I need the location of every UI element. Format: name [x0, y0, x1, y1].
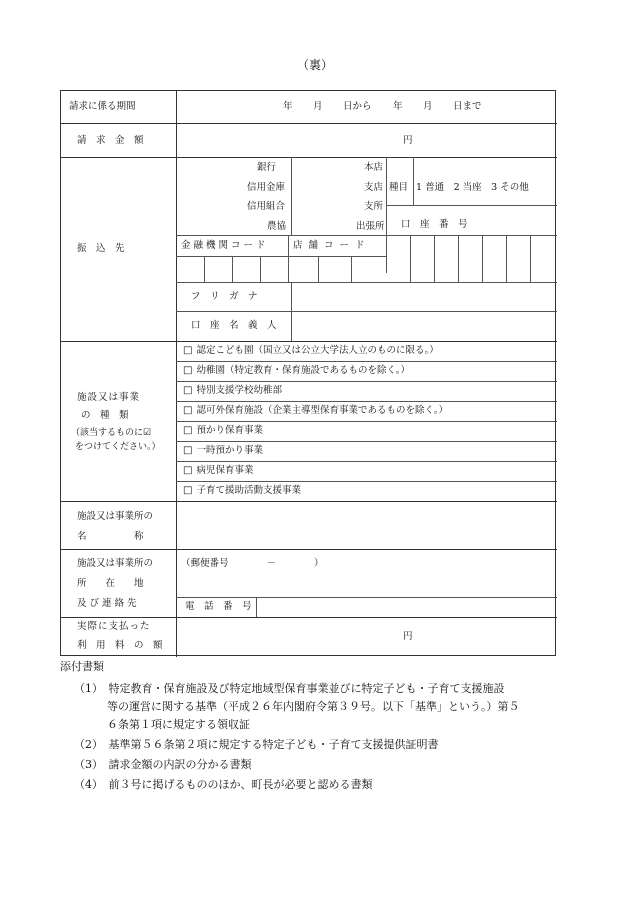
- account-kind-label: 種目: [389, 182, 409, 193]
- attachment-item: （2） 基準第５６条第２項に規定する特定子ども・子育て支援提供証明書: [74, 738, 439, 751]
- attachment-item: （4） 前３号に掲げるもののほか、町長が必要と認める書類: [74, 778, 373, 791]
- facility-option-7[interactable]: □ 病児保育事業: [183, 465, 254, 476]
- checkbox-icon[interactable]: □: [183, 485, 193, 496]
- branch-type-branch: 支店: [364, 182, 384, 193]
- postal-code-field[interactable]: （郵便番号 － ）: [181, 558, 324, 569]
- facility-option-8[interactable]: □ 子育て援助活動支援事業: [183, 485, 301, 496]
- facility-address-label-1: 施設又は事業所の: [77, 558, 154, 569]
- facility-name-label-2: 名 称: [77, 531, 144, 542]
- branch-type-sub: 支所: [364, 201, 384, 212]
- facility-option-5[interactable]: □ 預かり保育事業: [183, 425, 263, 436]
- period-year-to: 年: [393, 101, 403, 112]
- checkbox-icon[interactable]: □: [183, 345, 193, 356]
- page-title: （裏）: [296, 58, 333, 72]
- attachment-item: （1） 特定教育・保育施設及び特定地域型保育事業並びに特定子ども・子育て支援施設: [74, 682, 505, 695]
- facility-option-3[interactable]: □ 特別支援学校幼稚部: [183, 385, 282, 396]
- checkbox-icon[interactable]: □: [183, 405, 193, 416]
- facility-option-2[interactable]: □ 幼稚園（特定教育・保育施設であるものを除く。）: [183, 365, 411, 376]
- bank-code-label: 金融機関コード: [181, 240, 269, 251]
- account-kinds: 1 普通 2 当座 3 その他: [416, 182, 529, 193]
- facility-type-label-2: の 種 類: [81, 410, 129, 421]
- facility-name-label-1: 施設又は事業所の: [77, 511, 154, 522]
- amount-unit: 円: [403, 135, 413, 146]
- facility-address-label-3: 及 び 連 絡 先: [77, 598, 137, 609]
- bank-type-nokyo: 農協: [267, 221, 287, 232]
- facility-option-1[interactable]: □ 認定こども園（国立又は公立大学法人立のものに限る。）: [183, 345, 439, 356]
- account-number-label: 口 座 番 号: [401, 219, 468, 230]
- period-month-from: 月: [313, 101, 323, 112]
- branch-code-label: 店舗コード: [293, 240, 371, 251]
- attachment-item: 等の運営に関する基準（平成２６年内閣府令第３９号。以下「基準」という。）第５: [74, 700, 520, 713]
- actual-paid-label-2: 利 用 料 の 額: [77, 640, 163, 651]
- period-month-to: 月: [423, 101, 433, 112]
- period-label: 請求に係る期間: [69, 101, 136, 112]
- period-day-from: 日から: [343, 101, 372, 112]
- facility-type-label-1: 施設又は事業: [77, 392, 141, 403]
- facility-address-label-2: 所 在 地: [77, 578, 144, 589]
- transfer-label: 振 込 先: [77, 243, 125, 254]
- attachment-item: ６条第１項に規定する領収証: [74, 718, 250, 731]
- facility-type-note-2: をつけてください。）: [75, 442, 161, 452]
- attachment-item: （3） 請求金額の内訳の分かる書類: [74, 758, 252, 771]
- attachments-title: 添付書類: [60, 660, 104, 673]
- actual-paid-unit: 円: [403, 631, 413, 642]
- checkbox-icon[interactable]: □: [183, 445, 193, 456]
- bank-type-kumiai: 信用組合: [247, 201, 286, 212]
- checkbox-icon[interactable]: □: [183, 425, 193, 436]
- account-holder-label: 口 座 名 義 人: [191, 320, 277, 331]
- bank-type-shinkin: 信用金庫: [247, 182, 286, 193]
- facility-type-note-1: （該当するものに☑: [71, 428, 152, 438]
- facility-option-4[interactable]: □ 認可外保育施設（企業主導型保育事業であるものを除く。）: [183, 405, 449, 416]
- bank-type-bank: 銀行: [257, 162, 277, 173]
- branch-type-main: 本店: [364, 162, 384, 173]
- furigana-label: フ リ ガ ナ: [191, 291, 258, 302]
- checkbox-icon[interactable]: □: [183, 385, 193, 396]
- actual-paid-label-1: 実際に支払った: [77, 621, 151, 632]
- amount-label: 請 求 金 額: [77, 135, 144, 146]
- branch-type-office: 出張所: [356, 221, 385, 232]
- checkbox-icon[interactable]: □: [183, 465, 193, 476]
- checkbox-icon[interactable]: □: [183, 365, 193, 376]
- period-year-from: 年: [283, 101, 293, 112]
- period-day-to: 日まで: [453, 101, 482, 112]
- phone-label: 電 話 番 号: [185, 601, 252, 612]
- claim-form-table: [60, 90, 556, 656]
- facility-option-6[interactable]: □ 一時預かり事業: [183, 445, 263, 456]
